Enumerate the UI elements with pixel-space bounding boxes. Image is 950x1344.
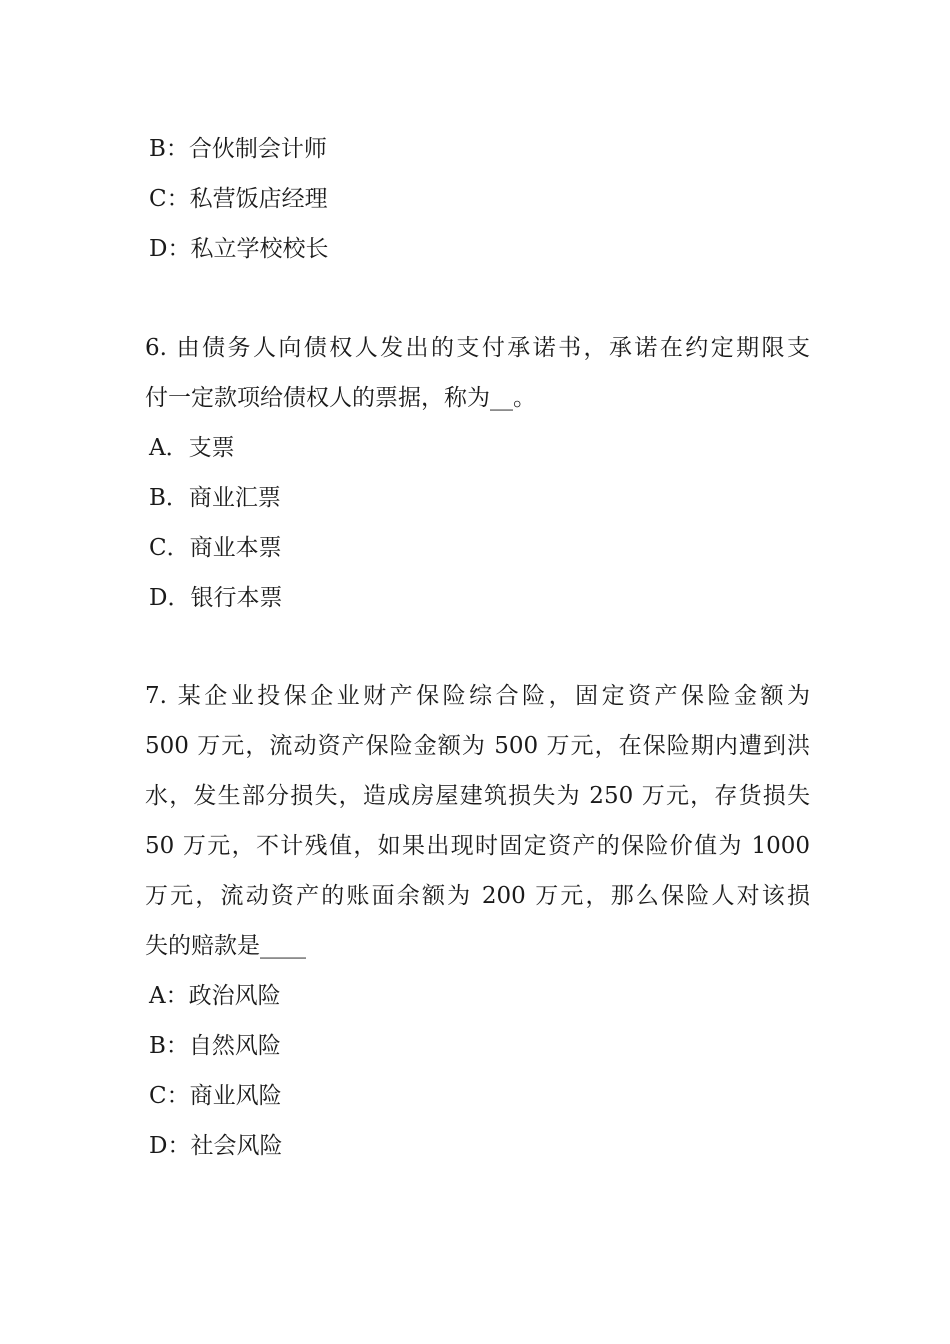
question-7-stem-line: 万元，流动资产的账面余额为 200 万元，那么保险人对该损 xyxy=(145,883,810,909)
question-7-stem-line: 水，发生部分损失，造成房屋建筑损失为 250 万元，存货损失 xyxy=(145,783,810,809)
question-7-option-d: D：社会风险 xyxy=(149,1133,283,1159)
question-6-option-a: A．支票 xyxy=(149,435,235,461)
question-6-stem-line: 6. 由债务人向债权人发出的支付承诺书，承诺在约定期限支 xyxy=(145,335,810,361)
option-c: C：私营饭店经理 xyxy=(149,186,328,212)
question-7-stem-line: 7. 某企业投保企业财产保险综合险，固定资产保险金额为 xyxy=(145,683,810,709)
question-7-stem-line: 失的赔款是____ xyxy=(145,933,306,959)
question-6-option-c: C．商业本票 xyxy=(149,535,282,561)
previous-question-options xyxy=(145,124,810,274)
question-7-option-a: A：政治风险 xyxy=(149,983,281,1009)
question-7-stem-line: 500 万元，流动资产保险金额为 500 万元，在保险期内遭到洪 xyxy=(145,733,810,759)
question-6-stem-line: 付一定款项给债权人的票据，称为__。 xyxy=(145,385,536,411)
question-7-option-c: C：商业风险 xyxy=(149,1083,282,1109)
option-d: D：私立学校校长 xyxy=(149,236,329,262)
question-6-stem xyxy=(145,323,810,423)
question-6-option-b: B．商业汇票 xyxy=(149,485,281,511)
question-7-stem-line: 50 万元，不计残值，如果出现时固定资产的保险价值为 1000 xyxy=(145,833,810,859)
question-7 xyxy=(145,671,810,1171)
question-7-stem xyxy=(145,671,810,971)
question-6 xyxy=(145,323,810,623)
question-7-option-b: B：自然风险 xyxy=(149,1033,281,1059)
option-b: B：合伙制会计师 xyxy=(149,136,327,162)
question-6-option-d: D．银行本票 xyxy=(149,585,283,611)
